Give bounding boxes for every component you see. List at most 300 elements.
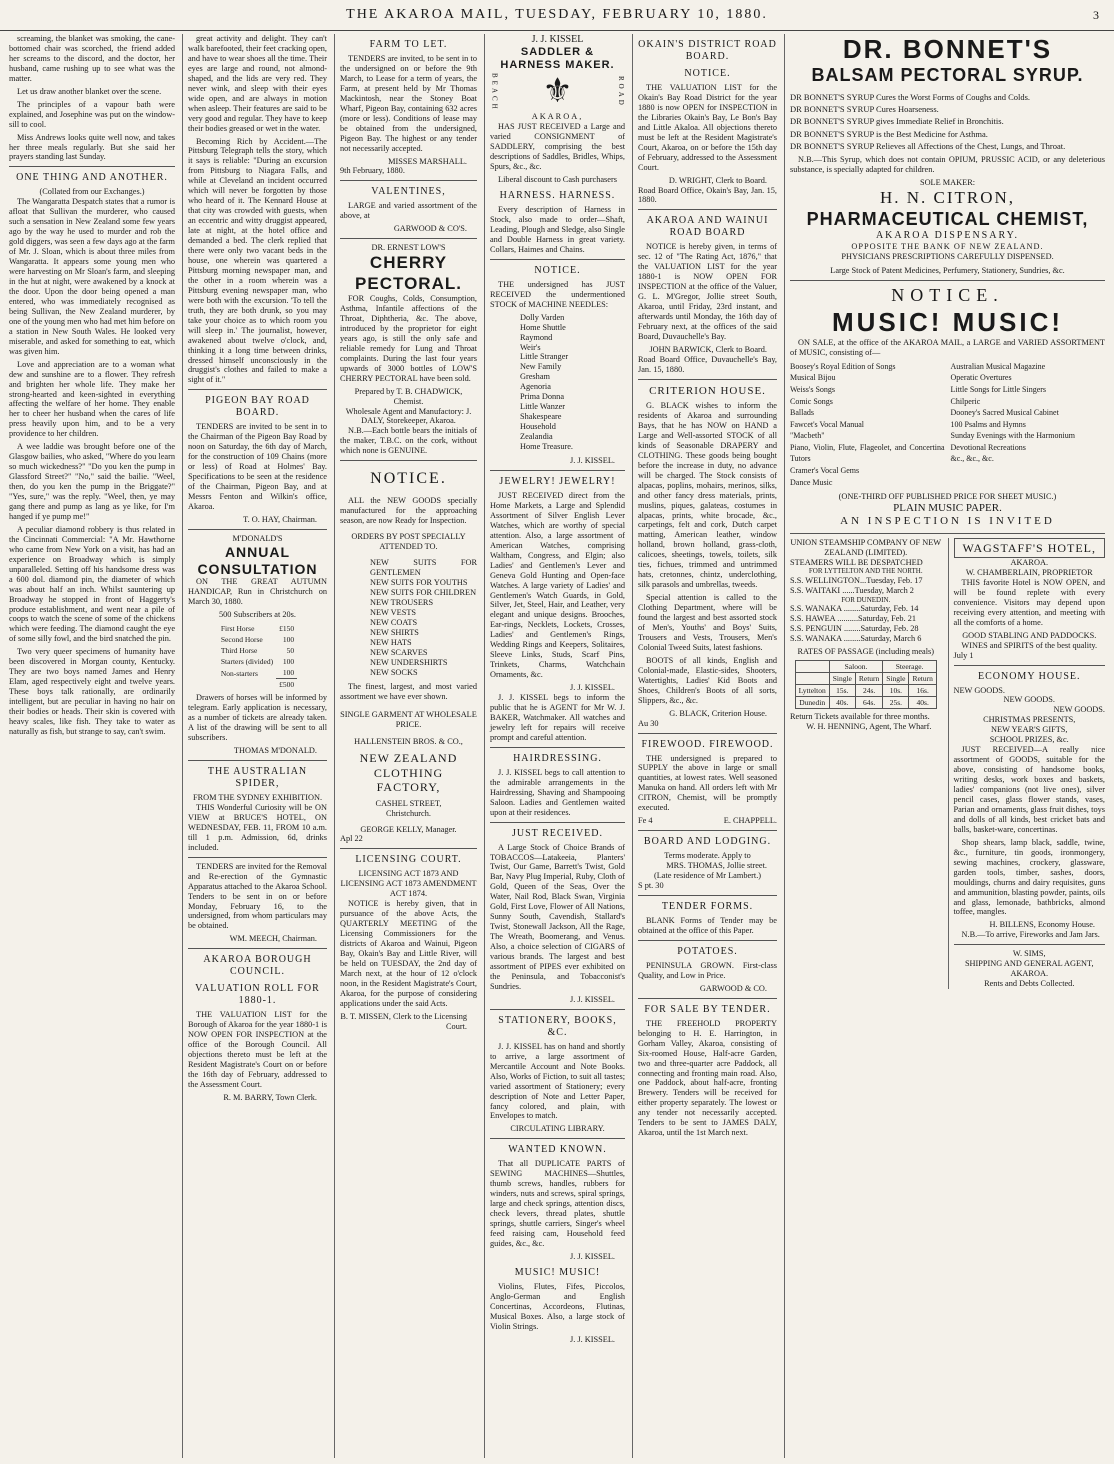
divider bbox=[490, 1138, 625, 1139]
sale-heading: FOR SALE BY TENDER. bbox=[644, 1003, 771, 1015]
list-item: Prima Donna bbox=[520, 392, 565, 402]
wagstaff-date: July 1 bbox=[953, 650, 974, 660]
criterion-text: G. BLACK wishes to inform the residents of Akaroa and surrounding Bays, that he has NOW on HAND a Large and Well-assorted STOCK of all kinds of Seasonable DRAPERY and CLOTHING. These goods being bought before the increase in duty, no advance will be charged. The Stock consists of alpacas, poplins, mohairs, merinos, silks, and other fancy dress materials, prints, muslins, piques, galateas, costumes in alpacas, prints, white brocade, &c., carpetings, felt and cork, Dutch carpet matting, American leather, window holland, brown holland, grass-cloth, calicoes, sheetings, towels, toilets, silk ties, fichues, trimmed and untrimmed hats, cretonnes, chintz, underclothing, silk parasols and umbrellas, tweeds. bbox=[638, 401, 777, 590]
received-text: A Large Stock of Choice Brands of TOBACCOS—Latakeeia, Planters' Twist, Our Game, Barrett's Twist, Gold Bar, Navy Plug Imperial, Ruby, Cloth of Gold, Queen of the Seas, Over the Water, Nail Rod, Black Swan, Virginia Gold, First Love, Flower of All Nations, Sunny South, Cavendish, Stallard's Twist, Stonewall Jackson, All the Rage, The Wreath, Boomerang, and Venus. Also, a choice selection of CIGARS of various brands. The largest and best assortment of PIPES ever exhibited on the Peninsula, and Tobacconist's Sundries. bbox=[490, 842, 625, 991]
fares-subheader: Return bbox=[909, 672, 936, 684]
prize-value: £150 bbox=[279, 624, 295, 634]
list-item: Home Shuttle bbox=[520, 322, 566, 332]
economy-signature: H. BILLENS, Economy House. bbox=[989, 920, 1095, 930]
stationery-text: J. J. KISSEL has on hand and shortly to arrive, a large assortment of Mercantile Account and Note Books. Also, Works of Fiction, to suit all tastes; varied assortment of Stationery; every description of Note and Letter Paper, fancy colored, and plain, with Envelopes to match. bbox=[490, 1041, 625, 1121]
citron-prescriptions: PHYSICIANS PRESCRIPTIONS CAREFULLY DISPENSED. bbox=[841, 252, 1054, 262]
fares-table bbox=[795, 660, 937, 709]
story-paragraph: The principles of a vapour bath were explained, and Josephine was put on the window-sill to cool. bbox=[9, 99, 175, 129]
firewood-date: Fe 4 bbox=[638, 816, 653, 826]
jewelry-signature: J. J. KISSEL. bbox=[570, 683, 615, 693]
cherry-text: FOR Coughs, Colds, Consumption, Asthma, Infantile affections of the Throat, Diphtheria, &c. The above, introduced by the proprietor for eight years ago, is still the only safe and reliable remedy for Lung and Throat complaints. During the last four years upwards of 3000 bottles of LOW'S CHERRY PECTORAL have been sold. bbox=[340, 294, 477, 383]
prize-label: Starters (divided) bbox=[220, 657, 274, 667]
spider-sub: FROM THE SYDNEY EXHIBITION. bbox=[192, 792, 323, 802]
table-row bbox=[218, 656, 297, 667]
list-item: NEW HATS bbox=[370, 637, 412, 647]
divider bbox=[188, 529, 327, 530]
economy-shop: Shop shears, lamp black, saddle, twine, &c., furniture, tin goods, ironmongery, sewing machines, crockery, glassware, garden tools, timber, sashes, doors, mouldings, churns and dairy requisites, guns and ammunition, blasting powder, paints, oils and glass, lemonade, bathbricks, almond toffee, mangles. bbox=[953, 837, 1105, 917]
article-paragraph: Two very queer specimens of humanity have been discovered in Morgan county, Kentucky. They are two boys named James and Henry Elam, aged respectively eight and twelve years. These boys talk rationally, are ordinarily intelligent, but are peculiar in having no hair on their bodies or heads. Their skin is covered with heavy scales, like fish. They take to water as naturally as fish, but strange to say, can't swim. bbox=[9, 647, 175, 736]
fares-subheader: Single bbox=[829, 672, 855, 684]
list-item: Raymond bbox=[520, 332, 553, 342]
list-item: Zealandia bbox=[520, 432, 553, 442]
divider bbox=[188, 760, 327, 761]
wanted-heading: WANTED KNOWN. bbox=[508, 1144, 607, 1156]
wainui-heading: AKAROA AND WAINUI ROAD BOARD bbox=[646, 215, 769, 239]
list-item: Weiss's Songs bbox=[790, 384, 836, 394]
spider-text: THIS Wonderful Curiosity will be ON VIEW at BRUCE'S HOTEL, ON WEDNESDAY, FEB. 11, FROM 10 a.m. till 1 p.m. Admission, 6d, drinks included. bbox=[188, 802, 327, 852]
prize-label: Third Horse bbox=[220, 646, 258, 656]
citron-name: H. N. CITRON, bbox=[879, 188, 1016, 208]
kissel-town: AKAROA, bbox=[531, 112, 584, 122]
article-paragraph: Love and appreciation are to a woman what dew and sunshine are to a flower. They refresh and brighten her whole life. They make her strong-hearted and keen-sighted in everything affecting the welfare of her home. They enable her to cheer her husband when the cares of life press heavily upon him, and to be a very providence to her children. bbox=[9, 359, 175, 439]
kissel-trade: SADDLER & HARNESS MAKER. bbox=[500, 46, 615, 72]
consultation-subscribers: 500 Subscribers at 20s. bbox=[219, 610, 296, 620]
bonnet-maker: SOLE MAKER: bbox=[919, 178, 976, 188]
wanted-text: That all DUPLICATE PARTS of SEWING MACHINES—Shuttles, thumb screws, handles, rubbers for winders, nuts and screws, spiral springs, large and check springs, attention discs, check levers, thread plates, shuttle springs, shuttle carriers, Singer's wheel feed raising cam, Household feed guides, &c., &c. bbox=[490, 1159, 625, 1249]
list-item: Shakespeare bbox=[520, 412, 562, 422]
music-list-right bbox=[951, 361, 1106, 489]
steamship-south: FOR DUNEDIN. bbox=[841, 595, 891, 604]
factory-street: CASHEL STREET, bbox=[375, 798, 442, 808]
steamship-south-2: S.S. HAWEA ..........Saturday, Feb. 21 bbox=[790, 614, 917, 624]
economy-goods-1: NEW GOODS. bbox=[953, 685, 1005, 695]
prize-value: 50 bbox=[286, 646, 295, 656]
list-item: NEW SUITS FOR YOUTHS bbox=[370, 578, 468, 588]
tender-text: BLANK Forms of Tender may be obtained at the office of this Paper. bbox=[638, 916, 777, 935]
board-text: Terms moderate. Apply to bbox=[664, 851, 751, 861]
fares-subheader: Single bbox=[883, 672, 909, 684]
list-item: NEW SUITS FOR GENTLEMEN bbox=[370, 558, 477, 578]
borough-signature: R. M. BARRY, Town Clerk. bbox=[223, 1092, 317, 1102]
table-row bbox=[218, 645, 297, 656]
fares-cell: 64s. bbox=[855, 696, 882, 708]
firewood-signature: E. CHAPPELL. bbox=[723, 816, 777, 826]
harness-text: Every description of Harness in Stock, also made to order—Shaft, Leading, Plough and Sledge, also Single and Double Harness in great variety. Collars, Haimes and Chains. bbox=[490, 205, 625, 254]
fares-header: Steerage. bbox=[883, 660, 937, 672]
firewood-heading: FIREWOOD. FIREWOOD. bbox=[641, 738, 774, 750]
table-row bbox=[218, 623, 297, 634]
steamship-block bbox=[790, 538, 942, 990]
divider bbox=[490, 470, 625, 471]
notice-heading: NOTICE. bbox=[370, 470, 447, 488]
music-text: ON SALE, at the office of the AKAROA MAIL, a LARGE and VARIED ASSORTMENT of MUSIC, consisting of— bbox=[790, 337, 1105, 357]
factory-date: Apl 22 bbox=[340, 834, 363, 844]
list-item: NEW COATS bbox=[370, 617, 418, 627]
clothing-list bbox=[340, 558, 477, 677]
wagstaff-text: THIS favorite Hotel is NOW OPEN, and will be found replete with every convenience. Visitors may depend upon receiving every attention, and meeting with all the comforts of a home. bbox=[953, 577, 1105, 627]
article-paragraph: A wee laddie was brought before one of the Glasgow bailies, who asked, "Where do you learn so much wickedness?" "Do you ken the pump in Glassford Street?" "No," said the bailie. "Weel, then, do you ken the pump in the Briggate?" "Yes, sure," was the reply. "Weel, then, ye may gang there and pump as lang as ye like, for I'm hanged if ye pump me!" bbox=[9, 442, 175, 521]
needles-heading: NOTICE. bbox=[534, 264, 581, 276]
story-paragraph: screaming, the blanket was smoking, the cane-bottomed chair was scorched, the friend added her screams to the discord, and the doctor, her husband, came rushing up to see what was the matter. bbox=[9, 34, 175, 83]
column-6 bbox=[784, 34, 1110, 1458]
jewelry-heading: JEWELRY! JEWELRY! bbox=[499, 475, 616, 487]
music-notice: NOTICE. bbox=[891, 285, 1004, 306]
list-item: NEW SHIRTS bbox=[370, 627, 419, 637]
hairdressing-text: J. J. KISSEL begs to call attention to the admirable arrangements in the Hairdressing, Shaving and Shampooing Saloon. Ladies and Gentlemen waited upon at their residences. bbox=[490, 767, 625, 817]
table-row bbox=[795, 696, 936, 708]
fares-subheader: Return bbox=[855, 672, 882, 684]
fares-cell: 10s. bbox=[883, 684, 909, 696]
fares-cell: 25s. bbox=[883, 696, 909, 708]
pigeon-bay-signature: T. O. HAY, Chairman. bbox=[243, 514, 317, 524]
kissel-name: J. J. KISSEL bbox=[531, 34, 584, 45]
list-item: Ballads bbox=[790, 408, 814, 418]
list-item: NEW TROUSERS bbox=[370, 598, 434, 608]
cherry-note: N.B.—Each bottle bears the initials of the maker, T.B.C. on the cork, without which none is GENUINE. bbox=[340, 426, 477, 456]
received-signature: J. J. KISSEL. bbox=[570, 994, 615, 1004]
sims-text: SHIPPING AND GENERAL AGENT, AKAROA. bbox=[964, 959, 1094, 979]
potatoes-text: PENINSULA GROWN. First-class Quality, and Low in Price. bbox=[638, 960, 777, 980]
hairdressing-heading: HAIRDRESSING. bbox=[513, 752, 602, 764]
economy-heading: ECONOMY HOUSE. bbox=[977, 670, 1081, 682]
cherry-prep: Prepared by T. B. CHADWICK, Chemist. bbox=[354, 386, 463, 406]
table-row bbox=[795, 672, 936, 684]
royal-crest-icon: ⚜ bbox=[542, 73, 573, 111]
borough-heading: AKAROA BOROUGH COUNCIL. bbox=[203, 954, 312, 978]
prize-value: 100 bbox=[282, 668, 295, 678]
firewood-text: THE undersigned is prepared to SUPPLY the above in large or small quantities, at lowest rates. Well seasoned Manuka on hand. All orders left with Mr CITRON, Chemist, will be promptly executed. bbox=[638, 753, 777, 813]
wagstaff-block bbox=[948, 538, 1106, 990]
list-item: Home Treasure. bbox=[520, 442, 574, 452]
steamship-company: UNION STEAMSHIP COMPANY OF NEW ZEALAND (LIMITED). bbox=[790, 537, 942, 557]
divider bbox=[188, 948, 327, 949]
column-1 bbox=[4, 34, 180, 1458]
criterion-signature: G. BLACK, Criterion House. bbox=[669, 708, 767, 718]
divider bbox=[638, 940, 777, 941]
tender-heading: TENDER FORMS. bbox=[661, 901, 754, 912]
masthead-title: THE AKAROA MAIL, TUESDAY, FEBRUARY 10, 1880. bbox=[346, 7, 768, 22]
citron-stock: Large Stock of Patent Medicines, Perfumery, Stationery, Sundries, &c. bbox=[830, 266, 1065, 276]
sims-foot: Rents and Debts Collected. bbox=[984, 979, 1075, 989]
consultation-signature: THOMAS M'DONALD. bbox=[233, 746, 317, 756]
music-inspect: AN INSPECTION IS INVITED bbox=[840, 515, 1055, 528]
divider bbox=[490, 822, 625, 823]
valentines-heading: VALENTINES, bbox=[371, 186, 446, 198]
divider bbox=[188, 389, 327, 390]
factory-city: Christchurch. bbox=[386, 808, 431, 818]
prize-value: 100 bbox=[282, 635, 295, 645]
bonnet-line: DR BONNET'S SYRUP gives Immediate Relief in Bronchitis. bbox=[790, 116, 1004, 127]
divider bbox=[490, 259, 625, 260]
divider bbox=[638, 209, 777, 210]
wagstaff-proprietor: W. CHAMBERLAIN, PROPRIETOR bbox=[965, 567, 1093, 577]
list-item: Sunday Evenings with the Harmonium bbox=[950, 431, 1075, 441]
list-item: Devotional Recreations bbox=[950, 442, 1026, 452]
stationery-heading: STATIONERY, BOOKS, &C. bbox=[498, 1014, 617, 1038]
divider bbox=[638, 998, 777, 999]
list-item: "Macbeth" bbox=[790, 431, 825, 441]
music-price: (ONE-THIRD OFF PUBLISHED PRICE FOR SHEET MUSIC.) bbox=[838, 492, 1057, 502]
list-item: Musical Bijou bbox=[790, 373, 836, 383]
consultation-text: ON THE GREAT AUTUMN HANDICAP, Run in Christchurch on March 30, 1880. bbox=[188, 577, 327, 607]
bonnet-title-2: BALSAM PECTORAL SYRUP. bbox=[811, 65, 1084, 86]
divider bbox=[490, 747, 625, 748]
table-row bbox=[795, 684, 936, 696]
divider bbox=[9, 166, 175, 167]
list-item: NEW SUITS FOR CHILDREN bbox=[370, 588, 477, 598]
steamship-south-4: S.S. WANAKA ........Saturday, March 6 bbox=[790, 634, 922, 643]
cherry-agent: Wholesale Agent and Manufactory: J. DALY, Storekeeper, Akaroa. bbox=[345, 406, 472, 426]
okain-sub: NOTICE. bbox=[684, 68, 731, 79]
list-item: Agenoria bbox=[520, 382, 551, 392]
wagstaff-wines: WINES and SPIRITS of the best quality. bbox=[961, 640, 1098, 650]
divider bbox=[954, 665, 1106, 666]
list-item: Fawcet's Vocal Manual bbox=[790, 419, 865, 429]
licensing-acts: LICENSING ACT 1873 AND LICENSING ACT 1873 AMENDMENT ACT 1874. bbox=[340, 869, 477, 899]
potatoes-heading: POTATOES. bbox=[677, 945, 738, 957]
bonnet-lines bbox=[790, 91, 1105, 153]
list-item: 100 Psalms and Hymns bbox=[950, 419, 1026, 429]
article-paragraph: A peculiar diamond robbery is thus related in the Cincinnati Commercial: "A Mr. Hawthorne who came from New York on a visit, has had an experience on Broadway which is simply unparalleled. Setting off his handsome dress was a 600 dol. diamond pin, the diameter of which was about half an inch. Whilst sauntering up Broadway he stopped in front of Haggerty's produce establishment, and went near a pile of coops to watch the scene of some of the chickens which were feeding. The diamond caught the eye of some silly fowl, and the bird snatched the pin. bbox=[9, 524, 175, 644]
prize-label: First Horse bbox=[220, 624, 255, 634]
criterion-special: Special attention is called to the Clothing Department, where will be found the largest and best assorted stock of Men's, Youths' and Boys' Suits, Trousers and Vests, Trousers, Men's Colonial Tweed Suits, latest fashions. bbox=[638, 593, 777, 652]
wagstaff-town: AKAROA. bbox=[1010, 557, 1049, 567]
bonnet-line: DR BONNET'S SYRUP Cures the Worst Forms of Coughs and Colds. bbox=[790, 91, 1031, 102]
fares-cell: Lyttelton bbox=[795, 684, 829, 696]
kissel-emblem-row bbox=[490, 72, 625, 112]
wagstaff-stabling: GOOD STABLING AND PADDOCKS. bbox=[962, 630, 1097, 640]
economy-goods-2: NEW GOODS. bbox=[1003, 695, 1055, 705]
jewelry-agent: J. J. KISSEL begs to inform the public that he is AGENT for Mr W. J. BAKER, Watchmaker. All watches and jewelry left for repairs will receive prompt and careful attention. bbox=[490, 693, 625, 742]
story-paragraph: Let us draw another blanket over the scene. bbox=[17, 86, 162, 96]
consultation-title: ANNUAL CONSULTATION bbox=[197, 543, 318, 577]
fares-header: Saloon. bbox=[829, 660, 883, 672]
fares-cell: 24s. bbox=[855, 684, 882, 696]
list-item: Chilperic bbox=[950, 396, 981, 406]
kissel-text: HAS JUST RECEIVED a Large and varied CONSIGNMENT of SADDLERY, comprising the best descriptions of Saddles, Bridles, Whips, Spurs, &c., &c. bbox=[490, 122, 625, 172]
received-heading: JUST RECEIVED. bbox=[511, 827, 604, 839]
consultation-foot: Drawers of horses will be informed by telegram. Early application is necessary, as a number of tickets are already taken. A list of the drawing will be sent to all subscribers. bbox=[188, 693, 327, 743]
section-intro: (Collated from our Exchanges.) bbox=[39, 187, 145, 197]
list-item: Little Songs for Little Singers bbox=[950, 384, 1047, 394]
steamship-text: STEAMERS WILL BE DESPATCHED bbox=[790, 557, 923, 567]
divider bbox=[340, 848, 477, 849]
cherry-pre: DR. ERNEST LOW'S bbox=[371, 243, 446, 253]
list-item: Household bbox=[520, 422, 556, 432]
column-5 bbox=[632, 34, 782, 1458]
okain-heading: OKAIN'S DISTRICT ROAD BOARD. bbox=[638, 39, 777, 62]
notice-orders: ORDERS BY POST SPECIALLY ATTENDED TO. bbox=[351, 532, 466, 552]
divider bbox=[638, 379, 777, 380]
music-paper: PLAIN MUSIC PAPER. bbox=[893, 502, 1002, 515]
borough-text: THE VALUATION LIST for the Borough of Akaroa for the year 1880-1 is NOW OPEN FOR INSPECTION at the office of the Borough Council. All objections thereto must be left at the Resident Magistrate's Court on or before the 16th day of February, addressed to the Assessment Court. bbox=[188, 1010, 327, 1089]
consultation-pre: M'DONALD'S bbox=[232, 533, 283, 543]
divider bbox=[790, 533, 1105, 534]
valentines-text: LARGE and varied assortment of the above, at bbox=[340, 201, 477, 221]
prize-label: Non-starters bbox=[220, 668, 258, 678]
divider bbox=[490, 1009, 625, 1010]
economy-goods-3: NEW GOODS. bbox=[1053, 705, 1105, 715]
factory-line-2: CLOTHING FACTORY, bbox=[373, 765, 444, 795]
gym-text: TENDERS are invited for the Removal and Re-erection of the Gymnastic Apparatus attached to the Akaroa School. Tenders to be sent in on or before Monday, February 16, to the undersigned, from whom particulars may be obtained. bbox=[188, 861, 327, 931]
wainui-signature: JOHN BARWICK, Clerk to Board. bbox=[649, 344, 767, 354]
fares-cell: 15s. bbox=[829, 684, 855, 696]
divider bbox=[188, 857, 327, 858]
masthead bbox=[0, 0, 1114, 31]
bonnet-line: DR BONNET'S SYRUP Cures Hoarseness. bbox=[790, 104, 939, 115]
farm-signature: MISSES MARSHALL. bbox=[388, 156, 467, 166]
kissel-discount: Liberal discount to Cash purchasers bbox=[498, 175, 617, 185]
list-item: NEW UNDERSHIRTS bbox=[370, 657, 448, 667]
story-paragraph: Miss Andrews looks quite well now, and takes her three meals regularly. But she said her prayers standing last Sunday. bbox=[9, 132, 175, 162]
fares-cell: 40s. bbox=[909, 696, 936, 708]
list-item: Dooney's Sacred Musical Cabinet bbox=[950, 408, 1059, 418]
sale-text: THE FREEHOLD PROPERTY belonging to H. E. Harrington, in Gorham Valley, Akaroa, consisting of Six-roomed House, Half-acre Garden, two and three-quarter acre Paddock, all connecting and fronting main road. Also, one Paddock, about half-acre, fronting Brewery. Tenders will be received for either property separately. The lowest or any tender not necessarily accepted. Tenders to be sent to JAMES DALY, Akaroa, until the 1st March next. bbox=[638, 1018, 777, 1138]
farm-date: 9th February, 1880. bbox=[340, 166, 405, 176]
licensing-text: NOTICE is hereby given, that in pursuance of the above Acts, the QUARTERLY MEETING of the Licensing Commissioners for the districts of Akaroa and Wainui, Pigeon Bay, Okain's Bay and Little River, will be held on TUESDAY, the 2nd day of March next, at the hour of 12 o'clock noon, in the Resident Magistrate's Court, Akaroa, for the purpose of considering applications under the said Acts. bbox=[340, 899, 477, 1008]
kissel-side-left: BEACH bbox=[490, 73, 499, 112]
pigeon-bay-heading: PIGEON BAY ROAD BOARD. bbox=[205, 395, 310, 419]
page-number: 3 bbox=[1093, 8, 1100, 22]
divider bbox=[790, 280, 1105, 281]
board-note: (Late residence of Mr Lambert.) bbox=[653, 871, 762, 881]
list-item: NEW VESTS bbox=[370, 608, 417, 617]
divider bbox=[340, 238, 477, 239]
list-item: Little Wanzer bbox=[520, 402, 566, 412]
fares-cell: 16s. bbox=[909, 684, 936, 696]
list-item: Little Stranger bbox=[520, 352, 569, 362]
prize-table bbox=[218, 623, 297, 690]
divider bbox=[638, 895, 777, 896]
steamship-north-1: S.S. WELLINGTON...Tuesday, Feb. 17 bbox=[790, 575, 923, 585]
table-row bbox=[218, 667, 297, 679]
music-lists bbox=[790, 361, 1105, 489]
citron-opposite: OPPOSITE THE BANK OF NEW ZEALAND. bbox=[851, 242, 1044, 252]
potatoes-signature: GARWOOD & CO. bbox=[699, 983, 767, 993]
board-heading: BOARD AND LODGING. bbox=[643, 836, 772, 848]
citron-dispensary: AKAROA DISPENSARY. bbox=[875, 230, 1020, 242]
column-4 bbox=[484, 34, 630, 1458]
wainui-text: NOTICE is hereby given, in terms of sec. 12 of "The Rating Act, 1876," that the VALUATION LIST for the year 1880-1 is NOW OPEN FOR INSPECTION at the office of the Valuer, G. L. M'Gregor, Jollie street South, Akaroa, until Friday, 23rd instant, and afterwards until Monday, the 16th day of February next, at the offices of the said Board, Duvauchelle's Bay. bbox=[638, 242, 777, 342]
okain-text: THE VALUATION LIST for the Okain's Bay Road District for the year 1880 is now OPEN for INSPECTION in the Libraries Okain's Bay, Le Bon's Bay and Little Akaloa. All objections thereto must be left at the Resident Magistrate's Court, Akaroa, on or before the 15th day of February, addressed to the Assessment Court. bbox=[638, 83, 777, 172]
bonnet-title-1: DR. BONNET'S bbox=[842, 34, 1053, 64]
licensing-heading: LICENSING COURT. bbox=[355, 854, 462, 866]
article-paragraph: The Wangaratta Despatch states that a rumor is afloat that Sullivan the murderer, who caused such a sensation in New Zealand some few years ago by the way he used to murder and rob the gold diggers, was seen a few days ago at the farm of Mr. J. Sloan, which is about three miles from Wangaratta. It appears some young men who were harvesting on Mr Sloan's farm, and sleeping in the hut at night, were awakened by a knock at the door. Upon the door being opened a man entered, who was immediately recognised as being Sullivan, the New Zealand murderer, by one of the young men who had met him before on a station in New South Wales. He looked very miserable, and asked for something to eat, which was given him. bbox=[9, 197, 175, 356]
steamship-south-3: S.S. PENGUIN ........Saturday, Feb. 28 bbox=[790, 624, 919, 634]
economy-nb: N.B.—To arrive, Fireworks and Jam Jars. bbox=[961, 930, 1100, 940]
fares-cell: Dunedin bbox=[795, 696, 829, 708]
list-item: Gresham bbox=[520, 372, 550, 382]
prize-label: Second Horse bbox=[220, 635, 263, 645]
list-item: Piano, Violin, Flute, Flageolet, and Concertina Tutors bbox=[790, 442, 945, 464]
music-title: MUSIC! MUSIC! bbox=[831, 306, 1064, 337]
column-3 bbox=[334, 34, 482, 1458]
table-row bbox=[218, 634, 297, 645]
list-item: Australian Musical Magazine bbox=[950, 361, 1046, 371]
farm-text: TENDERS are invited, to be sent in to the undersigned on or before the 9th March, to Lease for a term of years, the Farm, at present held by Mr Thomas Mackintosh, near the Stoney Boat Wharf, Pigeon Bay, containing 632 acres (more or less). Conditions of lease may be obtained from the undersigned, Pigeon Bay. The highest or any tender not necessarily accepted. bbox=[340, 54, 477, 153]
list-item: New Family bbox=[520, 362, 562, 372]
economy-text: JUST RECEIVED—A really nice assortment of GOODS, suitable for the above, consisting of handsome books, writing desks, work boxes and baskets, ladies' companions (not live ones), silver pencil cases, glass flower stands, vases, Parian and ornaments, glass fruit dishes, toys and dolls of all kinds, best cricket bats and balls, basket-ware, concertinas. bbox=[953, 745, 1105, 834]
factory-manager: GEORGE KELLY, Manager. bbox=[360, 824, 457, 834]
economy-xmas-3: SCHOOL PRIZES, &c. bbox=[989, 735, 1069, 745]
borough-sub: VALUATION ROLL FOR 1880-1. bbox=[195, 983, 320, 1007]
divider bbox=[340, 180, 477, 181]
valentines-signature: GARWOOD & CO'S. bbox=[393, 224, 467, 234]
steamship-south-1: S.S. WANAKA ........Saturday, Feb. 14 bbox=[790, 604, 919, 614]
board-signature: MRS. THOMAS, Jollie street. bbox=[666, 861, 767, 871]
music-small-text: Violins, Flutes, Fifes, Piccolos, Anglo-German and English Concertinas, Accordeons, Flutinas, Musical Boxes. Also, a large stock of Violin Strings. bbox=[490, 1281, 625, 1331]
list-item: NEW SOCKS bbox=[370, 667, 418, 677]
divider bbox=[954, 944, 1106, 945]
story-paragraph: great activity and delight. They can't walk barefooted, their feet cracking open, and have to wear shoes all the time. Their eyes are large and round, not almond-shaped, and the lids are very red. They never wink, and sleep with their eyes wide open, and are always in motion when asleep. Their features are said to be very good and regular. They have to keep their bodies greased or wet in the water. bbox=[188, 34, 327, 133]
prize-total: £500 bbox=[276, 679, 297, 691]
needles-text: THE undersigned has JUST RECEIVED the undermentioned STOCK of MACHINE NEEDLES: bbox=[490, 279, 625, 309]
needles-signature: J. J. KISSEL. bbox=[570, 456, 615, 466]
fares-cell: 40s. bbox=[829, 696, 855, 708]
jewelry-text: JUST RECEIVED direct from the Home Markets, a Large and Splendid Assortment of Silver English Lever Watches, which are worthy of special attention. Also, a large assortment of American Watches, comprising Waltham, Congress, and Elgin; also Ladies' and Gentlemen's Lever and Geneva Gold Hunting and Open-face Watches. A large variety of Ladies' and Gentlemen's Watch Guards, in Gold, Silver, Jet, Steel, Hair, and Leather, very elegant and unique designs. Brooches, Ear-rings, Necklets, Lockets, Crosses, Ladies' and Gentlemen's Rings, Wedding Rings and Keepers, Solitaires, Sleeve Links, Studs, Scarf Pins, Trinkets, Charms, Watchchain Ornaments, &c. bbox=[490, 490, 625, 680]
prize-value: 100 bbox=[282, 657, 295, 667]
steamship-north: FOR LYTTELTON AND THE NORTH. bbox=[808, 567, 923, 576]
steamship-rates: RATES OF PASSAGE (including meals) bbox=[797, 646, 935, 656]
bonnet-line: DR BONNET'S SYRUP Relieves all Affections of the Chest, Lungs, and Throat. bbox=[790, 141, 1066, 152]
wanted-signature: J. J. KISSEL. bbox=[570, 1251, 615, 1261]
notice-finest: The finest, largest, and most varied assortment we have ever shown. bbox=[340, 681, 477, 701]
harness-heading: HARNESS. HARNESS. bbox=[499, 190, 616, 202]
bonnet-line: DR BONNET'S SYRUP is the Best Medicine for Asthma. bbox=[790, 128, 988, 139]
criterion-date: Au 30 bbox=[638, 718, 659, 728]
steamship-note: Return Tickets available for three months. bbox=[790, 711, 930, 721]
table-row bbox=[218, 679, 297, 691]
music-list-left bbox=[790, 361, 945, 489]
wainui-date: Road Board Office, Duvauchelle's Bay, Jan. 15, 1880. bbox=[638, 354, 777, 374]
list-item: Weir's bbox=[520, 342, 541, 352]
needles-list bbox=[490, 313, 625, 452]
criterion-heading: CRITERION HOUSE. bbox=[649, 384, 766, 397]
kissel-side-right: ROAD bbox=[616, 76, 625, 109]
pigeon-bay-text: TENDERS are invited to be sent in to the Chairman of the Pigeon Bay Road by noon on Saturday, the 6th day of March, for the construction of 109 Chains (more or less) of Road at Holmes' Bay. Specifications to be seen at the residence of the Chairman, Pigeon Bay, and at Messrs Fenton and Wilkin's office, Akaroa. bbox=[188, 422, 327, 511]
music-small-heading: MUSIC! MUSIC! bbox=[514, 1266, 601, 1278]
story-paragraph: Becoming Rich by Accident.—The Pittsburg Telegraph tells the story, which it says is reliable: "During an excursion from Pittsburg to Niagara Falls, and while at Cleveland an incident occurred which will never be forgotten by those who heard of it. The Kennard House at that city was crowded with guests, when an eccentric and witty druggist appeared, late at night, at the hotel office and demanded a bed. The clerk replied that there were only two vacant beds in the house, one wherein was quartered a Pittsburg morning newspaper man, and the other in a room wherein was a Pittsburg evening newspaper man, who were both with the excursion. 'To tell the truth, they are both drunk, so you may take your choice as to which room you will sleep in.' The journalist, however, awakened about twelve o'clock, and, thinking it a long time between drinks, dressed himself unconsciously in the druggist's clothes and failed to make a sight of it." bbox=[188, 136, 327, 385]
economy-xmas-2: NEW YEAR'S GIFTS, bbox=[991, 725, 1068, 735]
lower-right-split bbox=[790, 538, 1105, 990]
divider bbox=[340, 460, 477, 461]
board-date: S pt. 30 bbox=[638, 881, 664, 891]
okain-date: Road Board Office, Okain's Bay, Jan. 15, 1880. bbox=[638, 185, 777, 205]
list-item: Comic Songs bbox=[790, 396, 833, 406]
table-row bbox=[795, 660, 936, 672]
economy-xmas-1: CHRISTMAS PRESENTS, bbox=[983, 715, 1076, 725]
sims-name: W. SIMS, bbox=[1012, 949, 1046, 959]
list-item: Operatic Overtures bbox=[950, 373, 1012, 383]
column-2 bbox=[182, 34, 332, 1458]
steamship-north-2: S.S. WAITAKI ......Tuesday, March 2 bbox=[790, 585, 914, 595]
citron-firm: PHARMACEUTICAL CHEMIST, bbox=[806, 208, 1089, 229]
bonnet-nb: N.B.—This Syrup, which does not contain OPIUM, PRUSSIC ACID, or any deleterious substance, is specially adapted for children. bbox=[790, 155, 1105, 175]
divider bbox=[638, 830, 777, 831]
firewood-footer bbox=[638, 816, 777, 826]
list-item: Boosey's Royal Edition of Songs bbox=[790, 361, 896, 371]
notice-single: SINGLE GARMENT AT WHOLESALE PRICE. bbox=[340, 709, 477, 729]
spider-heading: THE AUSTRALIAN SPIDER, bbox=[207, 765, 308, 789]
stationery-library: CIRCULATING LIBRARY. bbox=[510, 1124, 605, 1134]
list-item: Dance Music bbox=[790, 477, 833, 487]
wagstaff-heading: WAGSTAFF'S HOTEL, bbox=[954, 538, 1106, 558]
list-item: Cramer's Vocal Gems bbox=[790, 466, 860, 476]
okain-signature: D. WRIGHT, Clerk to Board. bbox=[668, 175, 767, 185]
farm-heading: FARM TO LET. bbox=[369, 39, 448, 50]
licensing-signature: B. T. MISSEN, Clerk to the Licensing Court. bbox=[340, 1011, 467, 1031]
notice-text: ALL the NEW GOODS specially manufactured for the approaching season, are now Ready for Inspection. bbox=[340, 496, 477, 526]
music-small-signature: J. J. KISSEL. bbox=[570, 1334, 615, 1344]
list-item: &c., &c., &c. bbox=[950, 454, 994, 464]
divider bbox=[638, 733, 777, 734]
gym-signature: WM. MEECH, Chairman. bbox=[229, 934, 317, 944]
list-item: NEW SCARVES bbox=[370, 647, 428, 657]
